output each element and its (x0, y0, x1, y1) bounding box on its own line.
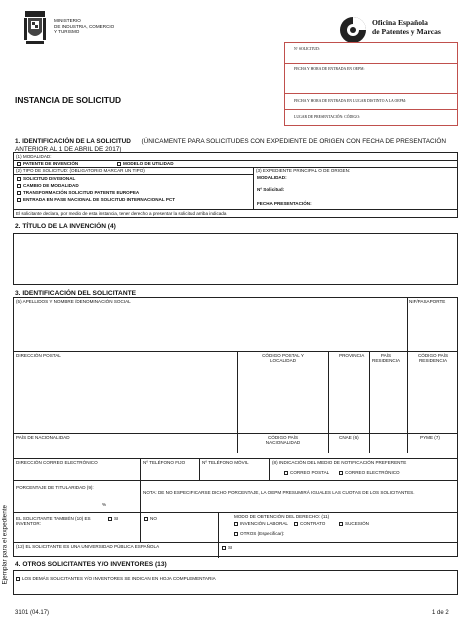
office-use-box (284, 42, 458, 126)
inventor-si-checkbox[interactable] (108, 517, 112, 521)
universidad-label: (12) EL SOLICITANTE ES UNA UNIVERSIDAD PÚBLICA ESPAÑOLA (16, 544, 160, 549)
office-field-entrada-otro: FECHA Y HORA DE ENTRADA EN LUGAR DISTINTO A LA OEPM: (294, 99, 407, 103)
pyme-label: PYME (7) (420, 435, 440, 440)
modalidad-label: (1) MODALIDAD: (16, 154, 52, 159)
inventor-label: EL SOLICITANTE TAMBIÉN (10) ES INVENTOR: (16, 516, 91, 527)
direccion-label: DIRECCIÓN POSTAL (16, 353, 61, 358)
ministry-name (54, 18, 114, 35)
page-title: INSTANCIA DE SOLICITUD (15, 95, 122, 105)
percent-sign: % (102, 502, 107, 507)
office-line: Oficina Española (372, 18, 428, 27)
modo-obtencion-label: MODO DE OBTENCIÓN DEL DERECHO: (11) (234, 514, 330, 519)
telefono-fijo-label: Nº TELÉFONO FIJO (143, 460, 186, 465)
notificacion-label: (8) INDICACIÓN DEL MEDIO DE NOTIFICACIÓN PREFERENTE (272, 460, 407, 465)
modo-otros-label: OTROS (Especificar): (240, 531, 285, 536)
exp-modalidad[interactable]: MODALIDAD: (257, 175, 287, 180)
tipo-cambio[interactable] (17, 183, 79, 188)
expediente-label: (3) EXPEDIENTE PRINCIPAL O DE ORIGEN: (256, 168, 351, 173)
notif-postal-option[interactable] (284, 470, 329, 475)
nacionalidad-label: PAÍS DE NACIONALIDAD (16, 435, 70, 440)
section1-box (13, 152, 458, 218)
tipo-transformacion[interactable] (17, 190, 139, 195)
notif-electronico-checkbox[interactable] (339, 471, 343, 475)
modo-laboral-option[interactable] (234, 521, 288, 526)
titularidad-label: PORCENTAJE DE TITULARIDAD (9): (16, 485, 94, 490)
transformacion-checkbox[interactable] (17, 191, 21, 195)
form-code: 3101 (04.17) (15, 610, 50, 616)
notif-electronico-option[interactable] (339, 470, 400, 475)
office-name (372, 18, 441, 36)
office-field-entrada-oepm: FECHA Y HORA DE ENTRADA EN OEPM: (294, 67, 365, 71)
modelo-checkbox[interactable] (117, 162, 121, 166)
universidad-si-option[interactable] (222, 545, 232, 550)
provincia-label: PROVINCIA (339, 353, 365, 358)
cnae-label: CNAE (6) (339, 435, 359, 440)
section1-note: (ÚNICAMENTE PARA SOLICITUDES CON EXPEDIENTE DE ORIGEN CON FECHA DE PRESENTACIÓN ANTERIOR AL 1 DE ABRIL DE 2017) (15, 138, 446, 153)
section1-heading: 1. IDENTIFICACIÓN DE LA SOLICITUD (15, 138, 131, 145)
option-patente[interactable] (17, 161, 78, 166)
pais-residencia-label: PAÍS RESIDENCIA (372, 353, 401, 364)
inventor-no-option[interactable] (144, 516, 157, 521)
hoja-complementaria-option[interactable] (16, 576, 216, 581)
titularidad-note: NOTA: DE NO ESPECIFICARSE DICHO PORCENTAJE, LA OEPM PRESUMIRÁ IGUALES LAS CUOTAS DE LOS SOLICITANTES. (143, 490, 415, 495)
page-number: 1 de 2 (432, 610, 449, 616)
exp-solicitud[interactable]: Nº Solicitud: (257, 187, 285, 192)
tipo-label-text: SOLICITUD DIVISIONAL (23, 176, 76, 181)
patente-label: PATENTE DE INVENCIÓN (23, 161, 79, 166)
hoja-complementaria-label: LOS DEMÁS SOLICITANTES Y/O INVENTORES SE INDICAN EN HOJA COMPLEMENTARIA (22, 576, 216, 581)
modo-sucesion-label: SUCESIÓN (345, 521, 369, 526)
option-modelo[interactable] (117, 161, 174, 166)
pct-checkbox[interactable] (17, 198, 21, 202)
side-text: Ejemplar para el expediente (1, 504, 9, 585)
inventor-si-option[interactable] (108, 516, 118, 521)
modo-contrato-checkbox[interactable] (294, 522, 298, 526)
ministry-line: DE INDUSTRIA, COMERCIO (54, 23, 115, 29)
modo-sucesion-option[interactable] (339, 521, 369, 526)
tipo-pct[interactable] (17, 197, 175, 202)
notif-postal-label: CORREO POSTAL (290, 470, 330, 475)
modo-otros-option[interactable] (234, 531, 284, 536)
tipo-label-text: CAMBIO DE MODALIDAD (23, 183, 79, 188)
exp-fecha[interactable]: FECHA PRESENTACIÓN: (257, 201, 312, 206)
section3-box (13, 297, 458, 557)
direccion-field[interactable] (15, 362, 235, 432)
ministry-logo (22, 8, 48, 48)
section4-box (13, 570, 458, 595)
inventor-no-label: NO (150, 516, 157, 521)
office-field-solicitud: Nº SOLICITUD: (294, 47, 320, 51)
modo-contrato-option[interactable] (294, 521, 325, 526)
section4-heading: 4. OTROS SOLICITANTES Y/O INVENTORES (13) (15, 561, 167, 568)
hoja-complementaria-checkbox[interactable] (16, 577, 20, 581)
modo-contrato-label: CONTRATO (300, 521, 326, 526)
telefono-movil-label: Nº TELÉFONO MÓVIL (202, 460, 249, 465)
modo-sucesion-checkbox[interactable] (339, 522, 343, 526)
apellidos-field[interactable] (15, 306, 406, 350)
oepm-logo-icon (339, 16, 367, 44)
modo-laboral-label: INVENCIÓN LABORAL (240, 521, 288, 526)
cambio-checkbox[interactable] (17, 184, 21, 188)
codigo-nacionalidad-label: CÓDIGO PAÍS NACIONALIDAD (265, 435, 301, 446)
codigo-postal-label: CÓDIGO POSTAL Y LOCALIDAD (262, 353, 304, 364)
nif-label: NIF/PASAPORTE (409, 299, 446, 304)
section2-heading: 2. TÍTULO DE LA INVENCIÓN (4) (15, 223, 116, 230)
patente-checkbox[interactable] (17, 162, 21, 166)
modo-otros-checkbox[interactable] (234, 532, 238, 536)
tipo-label-text: TRANSFORMACIÓN SOLICITUD PATENTE EUROPEA (23, 190, 140, 195)
ministry-line: Y TURISMO (54, 29, 80, 35)
office-line: de Patentes y Marcas (372, 27, 441, 37)
universidad-si-label: SI (228, 545, 233, 550)
titulo-invencion-field[interactable] (13, 233, 458, 285)
tipo-label: (2) TIPO DE SOLICITUD: (OBLIGATORIO MARCAR UN TIPO) (16, 168, 145, 173)
codigo-pais-residencia-label: CÓDIGO PAÍS RESIDENCIA (417, 353, 449, 364)
tipo-label-text: ENTRADA EN FASE NACIONAL DE SOLICITUD INTERNACIONAL PCT (23, 197, 176, 202)
inventor-si-label: SI (114, 516, 119, 521)
office-field-lugar: LUGAR DE PRESENTACIÓN: CÓDIGO: (294, 115, 361, 119)
inventor-no-checkbox[interactable] (144, 517, 148, 521)
declaration-text: El solicitante declara, por medio de esta instancia, tener derecho a presentar la solicitud arriba indicada (16, 211, 227, 216)
tipo-divisional[interactable] (17, 176, 75, 181)
section3-heading: 3. IDENTIFICACIÓN DEL SOLICITANTE (15, 290, 137, 297)
apellidos-label: (5) APELLIDOS Y NOMBRE /DENOMINACIÓN SOCIAL (16, 299, 131, 304)
email-label: DIRECCIÓN CORREO ELECTRÓNICO (16, 460, 98, 465)
universidad-si-checkbox[interactable] (222, 546, 226, 550)
nif-field[interactable] (408, 306, 458, 350)
modelo-label: MODELO DE UTILIDAD (123, 161, 174, 166)
modo-laboral-checkbox[interactable] (234, 522, 238, 526)
notif-electronico-label: CORREO ELECTRÓNICO (345, 470, 400, 475)
divisional-checkbox[interactable] (17, 177, 21, 181)
ministry-line: MINISTERIO (54, 18, 81, 23)
notif-postal-checkbox[interactable] (284, 471, 288, 475)
